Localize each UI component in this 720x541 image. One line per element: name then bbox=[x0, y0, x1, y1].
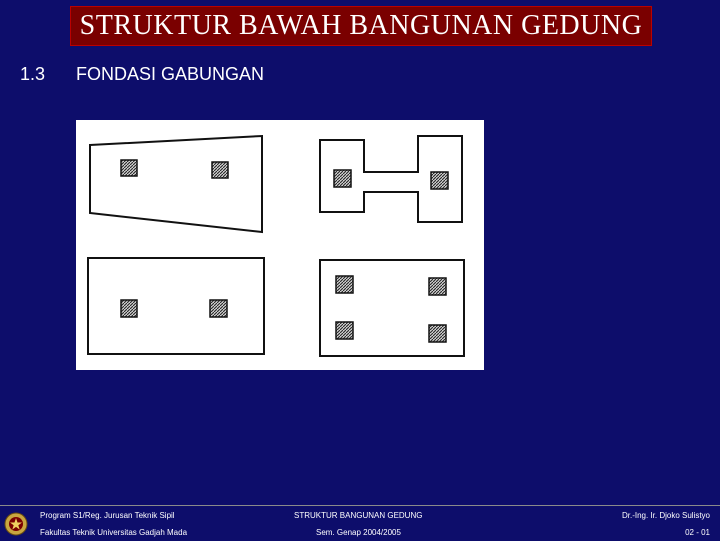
footer-divider bbox=[0, 505, 720, 506]
footer-page-number: 02 - 01 bbox=[685, 528, 710, 537]
column-3 bbox=[334, 170, 351, 187]
column-10 bbox=[429, 325, 446, 342]
footer-faculty: Fakultas Teknik Universitas Gadjah Mada bbox=[40, 528, 188, 537]
footer-author: Dr.-Ing. Ir. Djoko Sulistyo bbox=[621, 511, 710, 520]
column-4 bbox=[431, 172, 448, 189]
trapezoid-footing bbox=[90, 136, 262, 232]
university-logo-icon bbox=[4, 512, 28, 536]
column-9 bbox=[336, 322, 353, 339]
column-8 bbox=[429, 278, 446, 295]
column-1 bbox=[121, 160, 137, 176]
combined-footing-diagram bbox=[76, 120, 484, 370]
column-6 bbox=[210, 300, 227, 317]
section-title: FONDASI GABUNGAN bbox=[76, 64, 265, 84]
footer-course: STRUKTUR BANGUNAN GEDUNG bbox=[294, 511, 423, 520]
column-5 bbox=[121, 300, 137, 317]
combined-footing-figure bbox=[76, 120, 484, 370]
rectangular-two-column-footing bbox=[88, 258, 264, 354]
dumbbell-footing bbox=[320, 136, 462, 222]
footer-semester: Sem. Genap 2004/2005 bbox=[316, 528, 401, 537]
rectangular-four-column-footing bbox=[320, 260, 464, 356]
footer-program: Program S1/Reg. Jurusan Teknik Sipil bbox=[40, 511, 175, 520]
slide-title-box bbox=[70, 6, 652, 46]
column-7 bbox=[336, 276, 353, 293]
slide-title: STRUKTUR BAWAH BANGUNAN GEDUNG bbox=[79, 10, 643, 41]
section-number: 1.3 bbox=[20, 64, 46, 84]
column-2 bbox=[212, 162, 228, 178]
